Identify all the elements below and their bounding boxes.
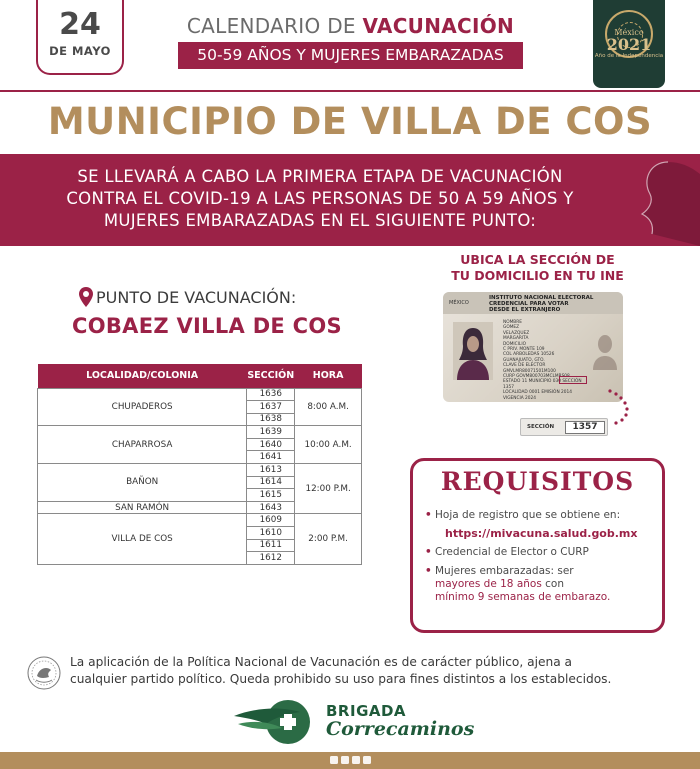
ine-field: CLAVE DE ELECTOR GMVLMR80071501M100 [503, 363, 556, 374]
section-callout-value: 1357 [565, 421, 605, 434]
badge-country: México [614, 28, 644, 37]
ine-field: MARGARITA [503, 336, 529, 342]
dotted-connector-icon [606, 388, 636, 428]
date-day: 24 [59, 7, 101, 42]
ine-card-heading-2: CREDENCIAL PARA VOTAR [489, 301, 569, 307]
announcement-text [20, 166, 620, 232]
section-cell: 1641 [247, 451, 295, 464]
announcement-line-1: SE LLEVARÁ A CABO LA PRIMERA ETAPA DE VACUNACIÓN [77, 167, 563, 186]
legal-line-2: cualquier partido político. Queda prohibido su uso para fines distintos a los establecidos. [70, 672, 612, 686]
requirement-item [435, 546, 660, 559]
location-pin-icon [78, 286, 94, 308]
vaccination-point-name: COBAEZ VILLA DE COS [72, 314, 342, 338]
locality-cell: SAN RAMÓN [38, 501, 247, 514]
time-cell: 10:00 A.M. [295, 426, 362, 464]
correcaminos-label: Correcaminos [326, 718, 475, 740]
time-cell: 12:00 P.M. [295, 464, 362, 514]
section-cell: 1615 [247, 489, 295, 502]
time-cell: 8:00 A.M. [295, 388, 362, 426]
requirements-list [435, 509, 660, 610]
section-highlight [559, 376, 587, 384]
ine-instruction-line-2: TU DOMICILIO EN TU INE [451, 268, 624, 283]
section-cell: 1636 [247, 388, 295, 401]
ine-field: GUANAJUATO, GTO. [503, 357, 545, 363]
section-cell: 1640 [247, 438, 295, 451]
section-cell: 1609 [247, 514, 295, 527]
header-locality: LOCALIDAD/COLONIA [38, 364, 247, 388]
header-divider [0, 90, 700, 92]
time-cell: 2:00 P.M. [295, 514, 362, 564]
ine-instruction [440, 252, 635, 284]
section-cell: 1610 [247, 527, 295, 540]
national-seal-icon [27, 656, 61, 690]
ine-card-heading-3: DESDE EL EXTRANJERO [489, 307, 561, 313]
facebook-icon[interactable] [330, 756, 338, 764]
social-links [330, 756, 371, 765]
ine-field: LOCALIDAD 0001 EMISIÓN 2014 VIGENCIA 2024 [503, 390, 572, 401]
date-box [36, 0, 124, 75]
ine-field: COL ARBOLEDAS 10526 [503, 352, 555, 358]
ine-card-heading [489, 295, 593, 313]
ine-field: CURP GOVM800703MCLMRS08 [503, 374, 570, 380]
table-row [38, 514, 362, 527]
ine-card-heading-1: INSTITUTO NACIONAL ELECTORAL [489, 295, 594, 301]
table-header-row [38, 364, 362, 388]
legal-disclaimer [70, 654, 685, 688]
ine-credential-image [443, 292, 623, 402]
table-row [38, 464, 362, 477]
ine-field: NOMBRE [503, 320, 522, 325]
table-row [38, 426, 362, 439]
date-month: DE MAYO [49, 44, 111, 58]
footer-bar [0, 752, 700, 769]
calendar-title [178, 14, 523, 38]
requirements-box [410, 458, 665, 633]
locality-cell: BAÑON [38, 464, 247, 502]
brigada-label: BRIGADA [326, 702, 407, 720]
section-callout [520, 418, 608, 436]
legal-line-1: La aplicación de la Política Nacional de Vacunación es de carácter público, ajena a [70, 655, 573, 669]
twitter-icon[interactable] [341, 756, 349, 764]
schedule-table [37, 364, 362, 565]
youtube-icon[interactable] [363, 756, 371, 764]
badge-caption: Año de la Independencia [594, 53, 664, 59]
ine-field: C PRIV. MONTE 109 [503, 347, 545, 353]
instagram-icon[interactable] [352, 756, 360, 764]
badge-year: 2021 [606, 35, 652, 54]
section-cell: 1639 [247, 426, 295, 439]
ine-instruction-line-1: UBICA LA SECCIÓN DE [460, 252, 615, 267]
header-section: SECCIÓN [247, 364, 295, 388]
section-cell: 1637 [247, 401, 295, 414]
ghost-photo-icon [591, 330, 619, 370]
requirement-text: Hoja de registro que se obtiene en: [435, 509, 621, 521]
header [0, 0, 700, 90]
table-row [38, 388, 362, 401]
ine-field: DOMICILIO [503, 341, 526, 347]
requirement-item [435, 509, 660, 540]
municipality-title: MUNICIPIO DE VILLA DE COS [47, 100, 653, 143]
woman-profile-icon [628, 154, 700, 246]
section-cell: 1643 [247, 501, 295, 514]
section-callout-label: SECCIÓN [527, 424, 555, 430]
vaccination-point-label: PUNTO DE VACUNACIÓN: [96, 288, 297, 307]
requirement-text: Credencial de Elector o CURP [435, 546, 589, 558]
ine-card-country: MÉXICO [449, 300, 469, 306]
person-photo-icon [453, 322, 493, 380]
mexico-2021-badge [593, 0, 665, 88]
section-cell: 1612 [247, 552, 295, 565]
requirement-item [435, 565, 660, 604]
ine-card-fields [503, 320, 583, 401]
registration-link[interactable]: https://mivacuna.salud.gob.mx [445, 527, 638, 540]
ine-field: VELAZQUEZ [503, 330, 530, 336]
locality-cell: CHUPADEROS [38, 388, 247, 426]
locality-cell: CHAPARROSA [38, 426, 247, 464]
requirement-text: Mujeres embarazadas: ser [435, 565, 574, 577]
calendar-subtitle: 50-59 AÑOS Y MUJERES EMBARAZADAS [178, 42, 523, 69]
header-time: HORA [295, 364, 362, 388]
announcement-line-2: CONTRA EL COVID-19 A LAS PERSONAS DE 50 A 59 AÑOS Y [66, 189, 574, 208]
requirement-weeks: mínimo 9 semanas de embarazo. [435, 591, 611, 603]
section-cell: 1638 [247, 413, 295, 426]
calendar-title-emphasis: VACUNACIÓN [362, 14, 515, 38]
announcement-line-3: MUJERES EMBARAZADAS EN EL SIGUIENTE PUNTO: [103, 211, 537, 230]
locality-cell: VILLA DE COS [38, 514, 247, 564]
ine-field: GOMEZ [503, 325, 520, 331]
requirements-title: REQUISITOS [440, 467, 635, 496]
roadrunner-logo-icon [230, 694, 322, 746]
announcement-banner [0, 154, 700, 246]
section-cell: 1614 [247, 476, 295, 489]
calendar-title-prefix: CALENDARIO DE [186, 14, 363, 38]
requirement-connector: con [541, 578, 565, 590]
section-cell: 1613 [247, 464, 295, 477]
requirement-age: mayores de 18 años [435, 578, 542, 590]
section-cell: 1611 [247, 539, 295, 552]
ine-field: ESTADO 11 MUNICIPIO 030 SECCIÓN 1357 [503, 379, 582, 390]
